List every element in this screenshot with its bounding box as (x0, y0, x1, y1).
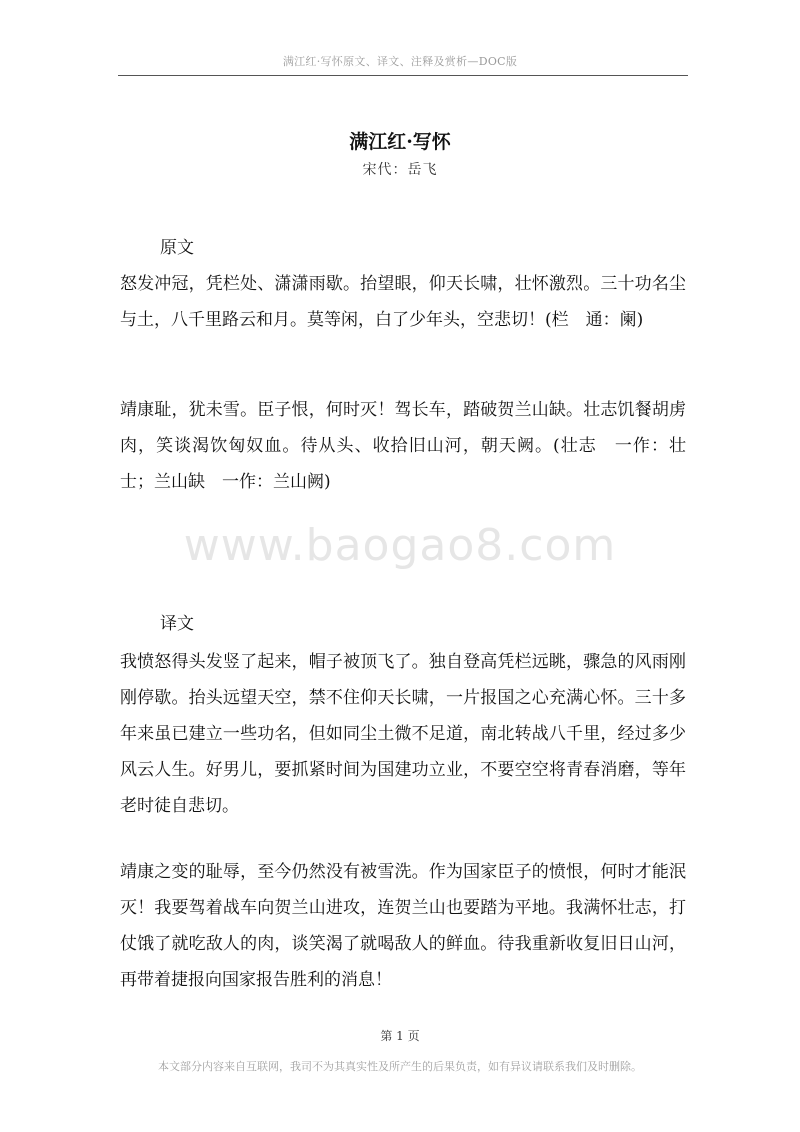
translation-heading: 译文 (160, 614, 194, 634)
header-divider (118, 75, 688, 76)
footer-disclaimer: 本文部分内容来自互联网，我司不为其真实性及所产生的后果负责，如有异议请联系我们及时删除。 (158, 1060, 642, 1073)
header-text: 满江红·写怀原文、译文、注释及赏析—DOC版 (282, 55, 518, 68)
poem-title: 满江红·写怀 (349, 131, 451, 153)
original-heading: 原文 (160, 238, 194, 258)
original-paragraph: 怒发冲冠，凭栏处、潇潇雨歇。抬望眼，仰天长啸，壮怀激烈。三十功名尘与土，八千里路云和月。莫等闲，白了少年头，空悲切！(栏 通：阑) (120, 274, 686, 330)
translation-paragraph: 靖康之变的耻辱，至今仍然没有被雪洗。作为国家臣子的愤恨，何时才能泯灭！我要驾着战车向贺兰山进攻，连贺兰山也要踏为平地。我满怀壮志，打仗饿了就吃敌人的肉，谈笑渴了就喝敌人的鲜血。待我重新收复旧日山河，再带着捷报向国家报告胜利的消息！ (120, 862, 686, 990)
page-number: 第 1 页 (380, 1029, 420, 1043)
translation-paragraph: 我愤怒得头发竖了起来，帽子被顶飞了。独自登高凭栏远眺，骤急的风雨刚刚停歇。抬头远望天空，禁不住仰天长啸，一片报国之心充满心怀。三十多年来虽已建立一些功名，但如同尘土微不足道，南北转战八千里，经过多少风云人生。好男儿，要抓紧时间为国建功立业，不要空空将青春消磨，等年老时徒自悲切。 (120, 652, 686, 816)
poem-author: 宋代：岳飞 (362, 162, 438, 178)
watermark-text: www.baogao8.com (183, 520, 617, 571)
original-paragraph: 靖康耻，犹未雪。臣子恨，何时灭！驾长车，踏破贺兰山缺。壮志饥餐胡虏肉，笑谈渴饮匈奴血。待从头、收拾旧山河，朝天阙。(壮志 一作：壮士；兰山缺 一作：兰山阙) (120, 400, 686, 492)
